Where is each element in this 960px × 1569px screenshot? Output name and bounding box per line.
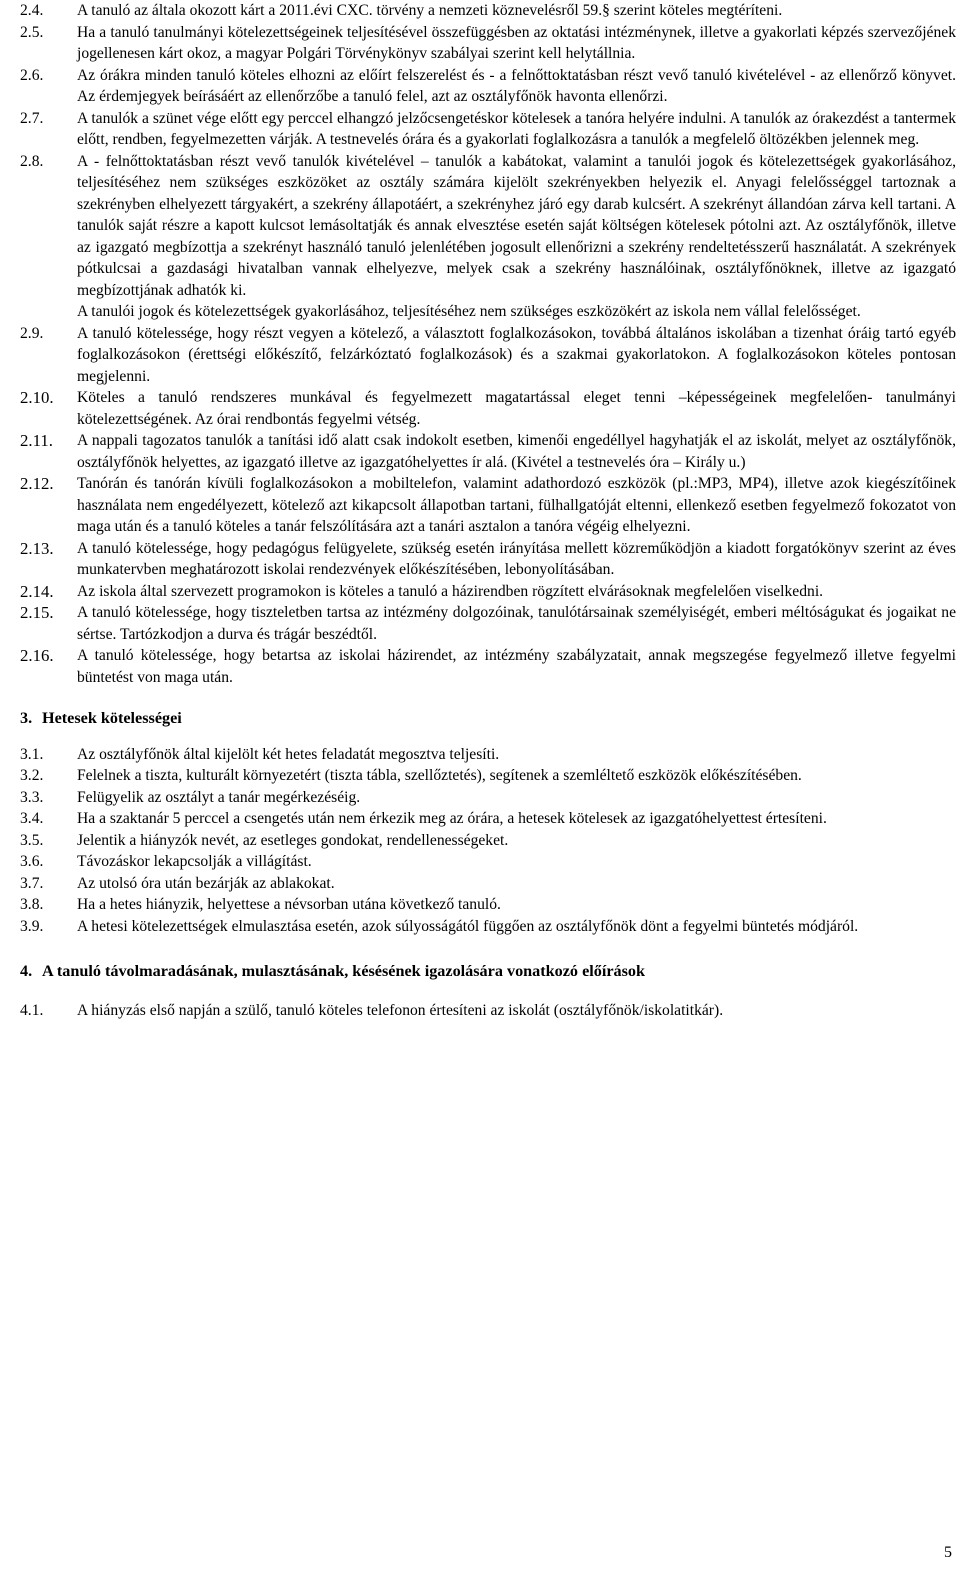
item-number: 2.14.	[20, 581, 54, 601]
item-number: 2.9.	[20, 324, 44, 342]
list-item	[20, 851, 956, 873]
item-paragraph: A hiányzás első napján a szülő, tanuló köteles telefonon értesíteni az iskolát (osztályfőnök/iskolatitkár).	[77, 1001, 724, 1019]
item-number: 2.4.	[20, 2, 44, 19]
list-item	[20, 323, 956, 388]
item-paragraph: A tanulói jogok és kötelezettségek gyakorlásához, teljesítéséhez nem szükséges eszközökért az iskola nem vállal felelősséget.	[77, 303, 861, 320]
item-text	[77, 830, 956, 852]
item-paragraph: A tanuló kötelessége, hogy részt vegyen a kötelező, a választott foglalkozásokon, továbbá általános iskolában a tizenhat óráig tartó egyéb foglalkozásokon (érettségi előkészítő, felzárkóztató foglalkozások) és a szakmai gyakorlatokon. A foglalkozásokon köteles pontosan megjelenni.	[77, 324, 956, 385]
item-paragraph: Köteles a tanuló rendszeres munkával és fegyelmezett magatartással eleget tenni –képességeinek megfelelően- tanulmányi kötelezettségének. Az órai rendbontás fegyelmi vétség.	[77, 389, 956, 428]
item-number: 3.4.	[20, 810, 44, 827]
item-text	[77, 65, 956, 108]
item-number: 3.3.	[20, 788, 44, 806]
item-paragraph: Tanórán és tanórán kívüli foglalkozásokon a mobiltelefon, valamint adathordozó eszközök (pl.:MP3, MP4), illetve azok kiegészítőinek használata nem engedélyezett, kötelező azt kikapcsolt állapotban tartani, fülhallgatóját eltenni, ellenkező esetben fegyelmező fokozatot von maga után és a tanuló köteles a tanár felszólítására azt a tanári asztalon a tanóra végéig elhelyezni.	[77, 475, 956, 535]
item-paragraph: Az utolsó óra után bezárják az ablakokat.	[77, 874, 335, 892]
document-page	[20, 0, 956, 1021]
page-number: 5	[944, 1543, 952, 1561]
item-paragraph: Felelnek a tiszta, kulturált környezetért (tiszta tábla, szellőztetés), segítenek a szemléltető eszközök előkészítésében.	[77, 767, 802, 784]
section-3-number: 3.	[20, 709, 33, 727]
item-number: 2.16.	[20, 646, 54, 665]
item-number: 2.5.	[20, 23, 44, 41]
item-paragraph: Ha a szaktanár 5 perccel a csengetés után nem érkezik meg az órára, a hetesek kötelesek az igazgatóhelyettest értesíteni.	[77, 810, 827, 827]
item-paragraph: Az osztályfőnök által kijelölt két hetes feladatát megosztva teljesíti.	[77, 745, 500, 763]
item-text	[77, 1000, 956, 1022]
section-4-number: 4.	[20, 962, 33, 980]
list-item	[20, 22, 956, 65]
item-paragraph: Az órákra minden tanuló köteles elhozni az előírt felszerelést és - a felnőttoktatásban részt vevő tanuló kivételével - az ellenőrző könyvet. Az érdemjegyek beírásáért az ellenőrzőbe a tanuló felel, azt az osztályfőnök havonta ellenőrzi.	[77, 66, 956, 105]
list-item	[20, 873, 956, 895]
item-number: 3.2.	[20, 767, 44, 784]
section-4-heading	[20, 961, 956, 983]
list-item	[20, 744, 956, 766]
section-3-title: Hetesek kötelességei	[42, 709, 182, 727]
list-item	[20, 894, 956, 916]
item-number: 2.11.	[20, 431, 53, 450]
item-text	[77, 0, 956, 22]
item-number: 2.7.	[20, 109, 44, 127]
list-item	[20, 473, 956, 538]
list-item	[20, 538, 956, 581]
list-item	[20, 765, 956, 787]
list-item	[20, 0, 956, 22]
item-number: 2.15.	[20, 603, 54, 622]
list-item	[20, 108, 956, 151]
item-paragraph: A - felnőttoktatásban részt vevő tanulók kivételével – tanulók a kabátokat, valamint a tanulói jogok és kötelezettségek gyakorlásához, teljesítéséhez nem szükséges eszközöket az osztály számára kijelölt szekrényekben helyezik el. Anyagi felelősséggel tartoznak a szekrényben elhelyezett tárgyakért, a szekrény állapotáért, a szekrényhez járó egy darab kulcsért. A szekrényt állandóan zárva kell tartani. A tanulók saját részre a kapott kulcsot lemásoltatják és annak elvesztése esetén saját költségen kötelesek pótolni azt. Az osztályfőnök, illetve az igazgató megbízottja a szekrényt használó tanuló jelenlétében jogosult ellenőrizni a szekrény rendeltetésszerű használatát. A szekrények pótkulcsai a gazdasági hivatalban vannak elhelyezve, melyek csak a szekrény használóinak, osztályfőnöknek, illetve az igazgató megbízottjának adhatók ki.	[77, 152, 956, 299]
item-number: 2.13.	[20, 538, 54, 558]
section-3-items	[20, 744, 956, 938]
item-paragraph: A tanuló az általa okozott kárt a 2011.évi CXC. törvény a nemzeti köznevelésről 59.§ szerint köteles megtéríteni.	[77, 2, 783, 19]
section-2-items	[20, 0, 956, 688]
item-number: 3.6.	[20, 853, 44, 870]
item-paragraph: Felügyelik az osztályt a tanár megérkezéséig.	[77, 788, 361, 806]
item-text	[77, 645, 956, 688]
list-item	[20, 787, 956, 809]
item-text	[77, 387, 956, 430]
list-item	[20, 65, 956, 108]
item-paragraph: Az iskola által szervezett programokon is köteles a tanuló a házirendben rögzített elvárásoknak megfelelően viselkedni.	[77, 582, 824, 600]
item-paragraph: A nappali tagozatos tanulók a tanítási idő alatt csak indokolt esetben, kimenői engedéllyel hagyhatják el az iskolát, melyet az osztályfőnök, osztályfőnök helyettes, az igazgató illetve az igazgatóhelyettes ír alá. (Kivétel a testnevelés óra – Király u.)	[77, 432, 956, 471]
section-4-title: A tanuló távolmaradásának, mulasztásának, késésének igazolására vonatkozó előírások	[42, 962, 646, 980]
item-paragraph: A hetesi kötelezettségek elmulasztása esetén, azok súlyosságától függően az osztályfőnök dönt a fegyelmi büntetés módjáról.	[77, 917, 859, 935]
item-text	[77, 787, 956, 809]
list-item	[20, 602, 956, 645]
item-text	[77, 430, 956, 473]
item-paragraph: A tanuló kötelessége, hogy pedagógus felügyelete, szükség esetén irányítása mellett közreműködjön a kiadott forgatókönyv szerint az éves munkatervben meghatározott iskolai rendezvények előkészítésében, lebonyolításában.	[77, 539, 956, 578]
item-paragraph: Távozáskor lekapcsolják a villágítást.	[77, 853, 312, 870]
item-text	[77, 873, 956, 895]
item-text	[77, 808, 956, 830]
item-paragraph: Ha a tanuló tanulmányi kötelezettségeinek teljesítésével összefüggésben az oktatási intézménynek, illetve a gyakorlati képzés szervezőjének jogellenesen kárt okoz, a magyar Polgári Törvénykönyv szabályai szerint kell helytállnia.	[77, 23, 956, 62]
item-text	[77, 851, 956, 873]
item-text	[77, 581, 956, 603]
item-number: 3.8.	[20, 896, 44, 913]
item-text	[77, 473, 956, 538]
item-text	[77, 22, 956, 65]
item-number: 3.1.	[20, 745, 44, 763]
item-number: 3.9.	[20, 917, 44, 935]
item-paragraph: A tanuló kötelessége, hogy betartsa az iskolai házirendet, az intézmény szabályzatait, annak megszegése fegyelmező illetve fegyelmi büntetést von maga után.	[77, 647, 956, 686]
item-paragraph: A tanulók a szünet vége előtt egy perccel elhangzó jelzőcsengetéskor kötelesek a tanóra helyére indulni. A tanulók az órakezdést a tantermek előtt, rendben, fegyelmezetten várják. A testnevelés órára és a gyakorlati foglalkozásra a tanulók a megfelelő öltözékben jelennek meg.	[77, 109, 956, 148]
item-number: 3.7.	[20, 874, 44, 892]
item-number: 2.12.	[20, 474, 54, 493]
item-number: 2.10.	[20, 388, 54, 407]
item-text	[77, 538, 956, 581]
item-number: 4.1.	[20, 1001, 44, 1019]
list-item	[20, 151, 956, 323]
list-item	[20, 430, 956, 473]
item-number: 2.6.	[20, 66, 44, 84]
item-text	[77, 108, 956, 151]
list-item	[20, 645, 956, 688]
item-text	[77, 744, 956, 766]
section-4-items	[20, 1000, 956, 1022]
item-number: 2.8.	[20, 152, 44, 170]
item-text	[77, 323, 956, 388]
item-paragraph: Ha a hetes hiányzik, helyettese a névsorban utána következő tanuló.	[77, 896, 501, 913]
list-item	[20, 808, 956, 830]
list-item	[20, 581, 956, 603]
list-item	[20, 387, 956, 430]
item-text	[77, 151, 956, 323]
list-item	[20, 1000, 956, 1022]
list-item	[20, 916, 956, 938]
item-text	[77, 894, 956, 916]
item-text	[77, 916, 956, 938]
section-3-heading	[20, 708, 956, 730]
item-text	[77, 765, 956, 787]
item-text	[77, 602, 956, 645]
item-paragraph: Jelentik a hiányzók nevét, az esetleges gondokat, rendellenességeket.	[77, 831, 509, 849]
item-number: 3.5.	[20, 831, 44, 849]
item-paragraph: A tanuló kötelessége, hogy tiszteletben tartsa az intézmény dolgozóinak, tanulótársainak személyiségét, emberi méltóságukat és jogaikat ne sértse. Tartózkodjon a durva és trágár beszédtől.	[77, 604, 956, 643]
list-item	[20, 830, 956, 852]
